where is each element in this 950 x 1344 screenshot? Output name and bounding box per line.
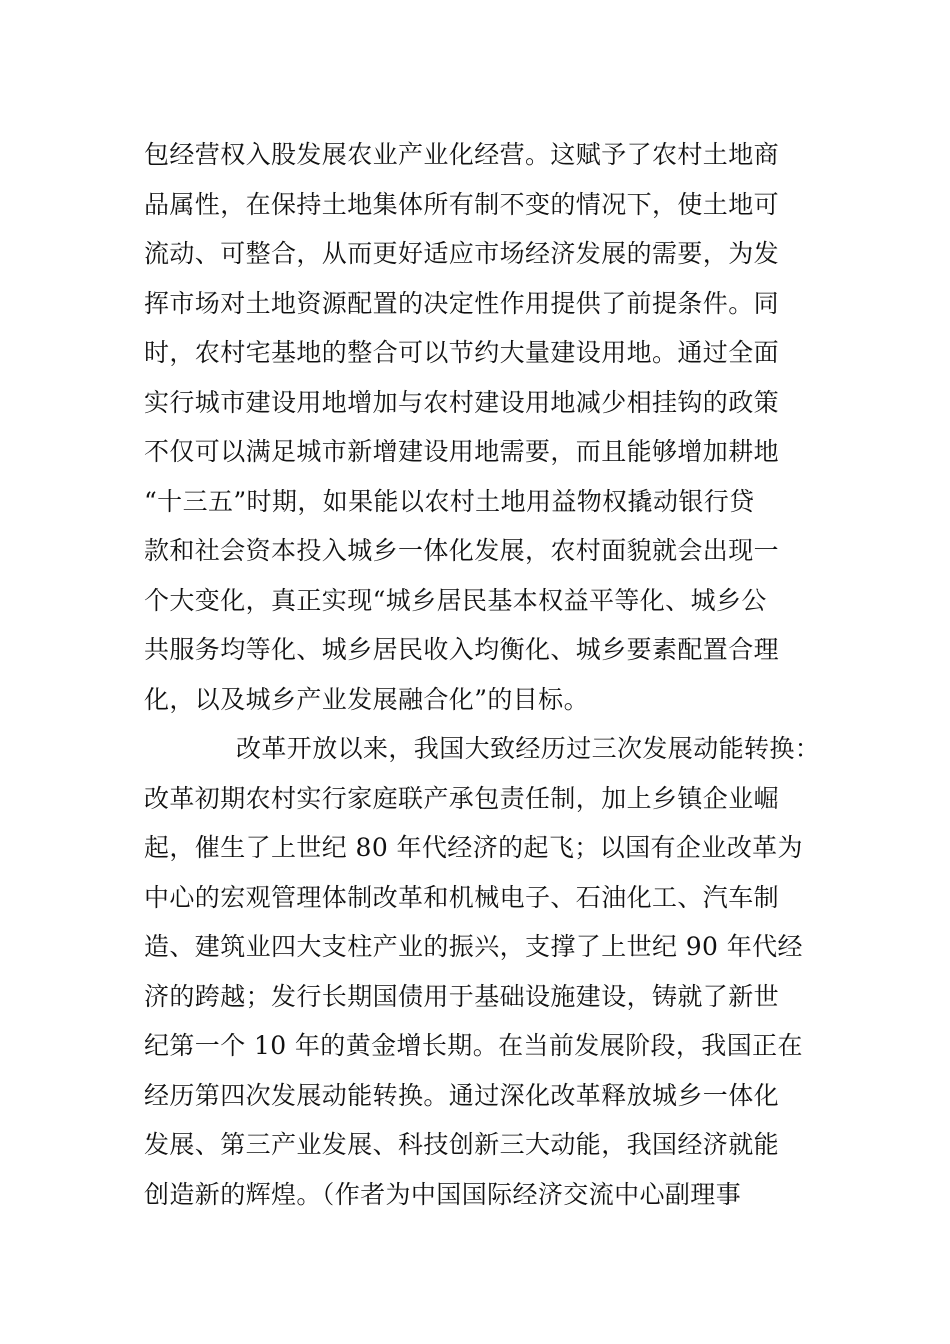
text-line: 济的跨越；发行长期国债用于基础设施建设，铸就了新世 <box>144 981 780 1011</box>
text-line: 款和社会资本投入城乡一体化发展，农村面貌就会出现一 <box>144 536 780 565</box>
text-line: 包经营权入股发展农业产业化经营。这赋予了农村土地商 <box>144 140 780 169</box>
text-line: 起，催生了上世纪 80 年代经济的起飞；以国有企业改革为 <box>144 833 803 862</box>
text-line: 发展、第三产业发展、科技创新三大动能，我国经济就能 <box>144 1130 780 1159</box>
paragraph-start-line: 改革开放以来，我国大致经历过三次发展动能转换： <box>236 734 821 763</box>
text-line: 造、建筑业四大支柱产业的振兴，支撑了上世纪 90 年代经 <box>144 932 803 961</box>
text-line: “十三五”时期，如果能以农村土地用益物权撬动银行贷 <box>144 486 755 516</box>
text-line: 化，以及城乡产业发展融合化”的目标。 <box>144 684 589 714</box>
text-line: 创造新的辉煌。（作者为中国国际经济交流中心副理事 <box>144 1179 742 1209</box>
text-line: 挥市场对土地资源配置的决定性作用提供了前提条件。同 <box>144 288 780 318</box>
text-line: 个大变化，真正实现“城乡居民基本权益平等化、城乡公 <box>144 585 767 615</box>
text-line: 改革初期农村实行家庭联产承包责任制，加上乡镇企业崛 <box>144 783 780 813</box>
text-line: 品属性，在保持土地集体所有制不变的情况下，使土地可 <box>144 189 780 219</box>
text-line: 实行城市建设用地增加与农村建设用地减少相挂钩的政策 <box>144 387 780 417</box>
text-line: 流动、可整合，从而更好适应市场经济发展的需要，为发 <box>144 239 780 268</box>
text-line: 共服务均等化、城乡居民收入均衡化、城乡要素配置合理 <box>144 635 780 664</box>
body-text <box>144 130 844 1219</box>
text-line: 不仅可以满足城市新增建设用地需要，而且能够增加耕地 <box>144 437 780 466</box>
text-line: 纪第一个 10 年的黄金增长期。在当前发展阶段，我国正在 <box>144 1031 803 1060</box>
text-line: 经历第四次发展动能转换。通过深化改革释放城乡一体化 <box>144 1080 780 1110</box>
text-line: 时，农村宅基地的整合可以节约大量建设用地。通过全面 <box>144 338 780 367</box>
text-line: 中心的宏观管理体制改革和机械电子、石油化工、汽车制 <box>144 882 780 912</box>
